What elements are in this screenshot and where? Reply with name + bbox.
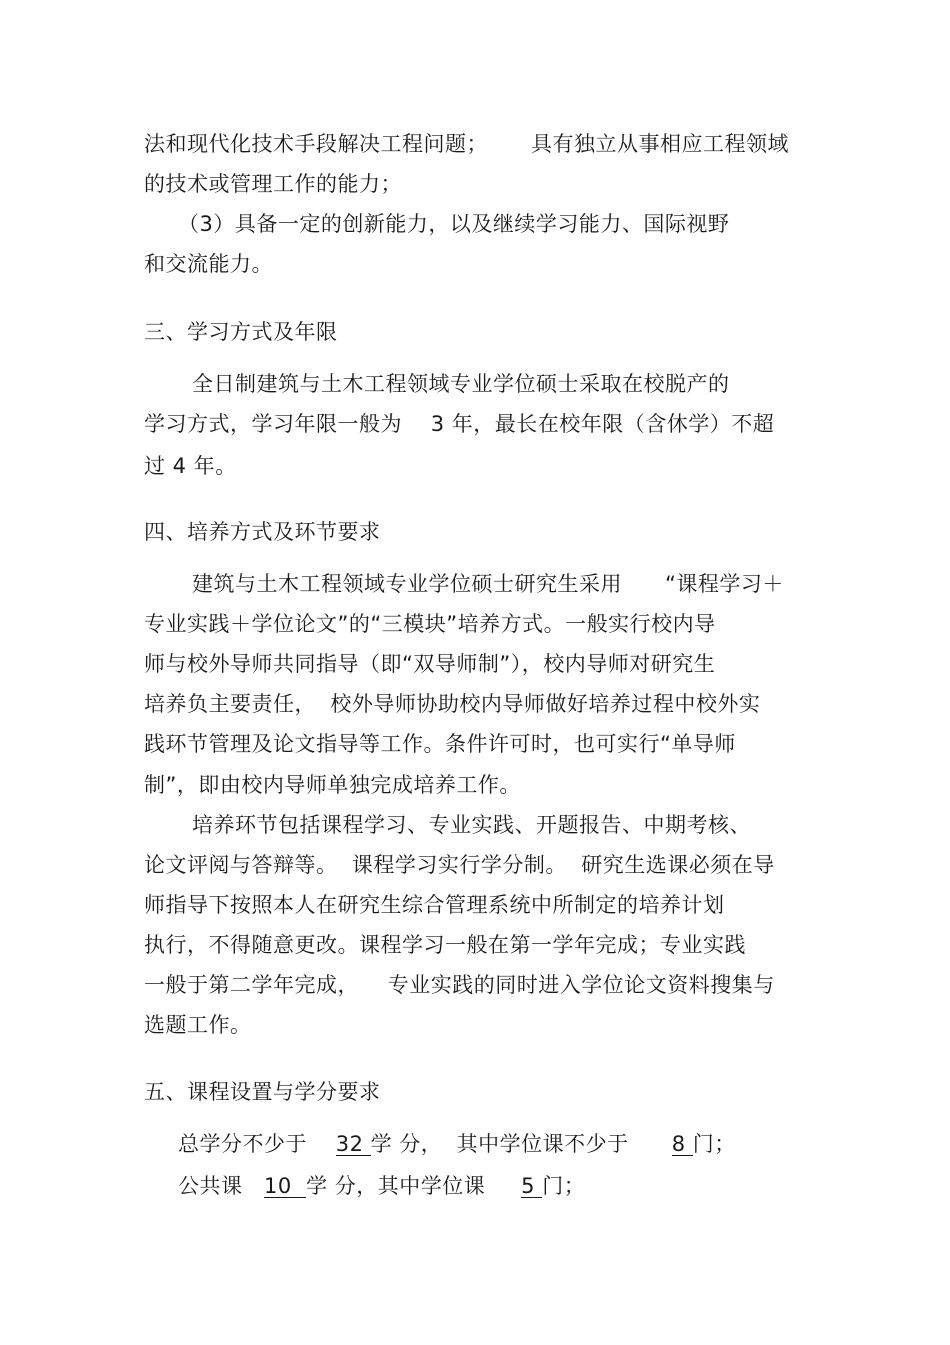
paragraph-line: 践环节管理及论文指导等工作。条件许可时，也可实行“单导师 xyxy=(144,732,736,756)
paragraph-line: 制”，即由校内导师单独完成培养工作。 xyxy=(144,773,521,797)
paragraph-line: 全日制建筑与土木工程领域专业学位硕士采取在校脱产的 xyxy=(192,372,730,396)
paragraph-line: 论文评阅与答辩等。 课程学习实行学分制。 研究生选课必须在导 xyxy=(144,853,775,877)
credit-public-line xyxy=(178,1172,585,1200)
paragraph-line: 法和现代化技术手段解决工程问题； 具有独立从事相应工程领域 xyxy=(144,132,790,156)
paragraph-line: 选题工作。 xyxy=(144,1013,252,1037)
paragraph-line: 执行，不得随意更改。课程学习一般在第一学年完成；专业实践 xyxy=(144,933,746,957)
section-heading: 三、学习方式及年限 xyxy=(144,320,338,344)
credit-public-count: 5 xyxy=(521,1174,543,1198)
paragraph-line: 学习方式，学习年限一般为 3 年，最长在校年限（含休学）不超 xyxy=(144,412,775,436)
paragraph-line: 培养环节包括课程学习、专业实践、开题报告、中期考核、 xyxy=(192,813,751,837)
credit-total-credits: 32 xyxy=(335,1132,371,1156)
paragraph-line: 过 4 年。 xyxy=(144,454,237,478)
credit-total-suffix: 门； xyxy=(692,1132,736,1156)
credit-public-suffix: 门； xyxy=(542,1174,586,1198)
credit-total-count: 8 xyxy=(671,1132,693,1156)
paragraph-line: 师与校外导师共同指导（即“双导师制”），校内导师对研究生 xyxy=(144,652,716,676)
section-heading: 五、课程设置与学分要求 xyxy=(144,1080,381,1104)
credit-public-prefix: 公共课 xyxy=(178,1174,265,1198)
paragraph-line: 专业实践＋学位论文”的“三模块”培养方式。一般实行校内导 xyxy=(144,612,716,636)
paragraph-line: 建筑与土木工程领域专业学位硕士研究生采用 “课程学习＋ xyxy=(192,572,784,596)
credit-total-prefix: 总学分不少于 xyxy=(178,1132,336,1156)
paragraph-line: 的技术或管理工作的能力； xyxy=(144,172,402,196)
credit-public-credits: 10 xyxy=(264,1174,307,1198)
section-heading: 四、培养方式及环节要求 xyxy=(144,520,381,544)
paragraph-line: 师指导下按照本人在研究生综合管理系统中所制定的培养计划 xyxy=(144,893,725,917)
paragraph-line: 培养负主要责任， 校外导师协助校内导师做好培养过程中校外实 xyxy=(144,692,761,716)
credit-total-line xyxy=(178,1130,736,1158)
paragraph-line: 和交流能力。 xyxy=(144,252,273,276)
paragraph-line: 一般于第二学年完成， 专业实践的同时进入学位论文资料搜集与 xyxy=(144,973,775,997)
credit-public-mid: 学 分，其中学位课 xyxy=(306,1174,522,1198)
credit-total-mid: 学 分， 其中学位课不少于 xyxy=(370,1132,672,1156)
paragraph-line: （3）具备一定的创新能力，以及继续学习能力、国际视野 xyxy=(178,212,730,236)
